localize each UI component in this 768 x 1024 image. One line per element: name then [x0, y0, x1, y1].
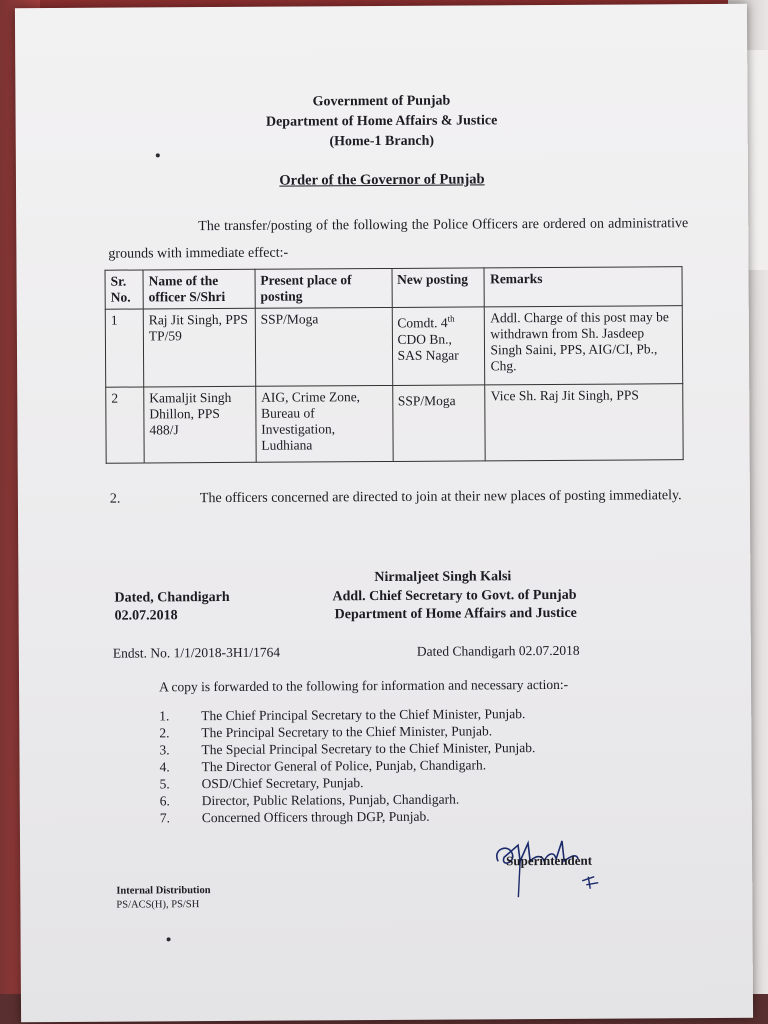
list-item: 6. Director, Public Relations, Punjab, Chandigarh. — [159, 791, 460, 809]
list-item: 2. The Principal Secretary to the Chief Minister, Punjab. — [159, 723, 493, 741]
cell-officer-name: Raj Jit Singh, PPS TP/59 — [143, 308, 255, 387]
superintendent-label: Superintendent — [506, 852, 593, 869]
cell-remarks: Addl. Charge of this post may be withdrawn from Sh. Jasdeep Singh Saini, PPS, AIG/CI, Pb., Chg. — [485, 306, 683, 385]
table-header-row — [105, 267, 682, 310]
cell-present-posting: AIG, Crime Zone, Bureau of Investigation, Ludhiana — [255, 385, 392, 462]
cell-new-posting: Comdt. 4th CDO Bn., SAS Nagar — [392, 307, 485, 386]
cell-officer-name: Kamaljit Singh Dhillon, PPS 488/J — [144, 386, 256, 463]
header-sr-no: Sr. No. — [105, 270, 143, 309]
cell-sr: 1 — [105, 309, 143, 387]
header-present-posting: Present place of posting — [255, 268, 392, 308]
list-item: 1. The Chief Principal Secretary to the Chief Minister, Punjab. — [159, 706, 526, 724]
dated-date: 02.07.2018 — [114, 608, 178, 624]
document-page — [15, 4, 753, 1022]
list-item: 4. The Director General of Police, Punjab, Chandigarh. — [159, 757, 487, 775]
table-row — [105, 306, 682, 388]
endorsement-date: Dated Chandigarh 02.07.2018 — [416, 642, 580, 659]
letterhead-department: Department of Home Affairs & Justice — [265, 113, 498, 130]
cell-remarks: Vice Sh. Raj Jit Singh, PPS — [485, 384, 683, 461]
endorsement-number: Endst. No. 1/1/2018-3H1/1764 — [112, 644, 281, 661]
internal-distribution-recipients: PS/ACS(H), PS/SH — [116, 899, 200, 911]
letterhead-branch: (Home-1 Branch) — [329, 133, 435, 150]
signatory-name: Nirmaljeet Singh Kalsi — [374, 569, 512, 586]
internal-distribution-title: Internal Distribution — [116, 885, 211, 897]
list-item: 7. Concerned Officers through DGP, Punjab. — [159, 808, 430, 826]
header-officer-name: Name of the officer S/Shri — [143, 269, 255, 309]
order-title: Order of the Governor of Punjab — [279, 171, 485, 189]
punch-dot — [156, 153, 160, 157]
header-remarks: Remarks — [484, 267, 682, 307]
table-row — [106, 384, 683, 464]
signatory-department: Department of Home Affairs and Justice — [334, 605, 577, 623]
copy-forward-line: A copy is forwarded to the following for information and necessary action:- — [159, 676, 569, 695]
recipients-list — [137, 705, 536, 826]
paragraph-2: 2. The officers concerned are directed to join at their new places of posting immediately. — [109, 488, 682, 507]
header-new-posting: New posting — [392, 268, 485, 308]
list-item: 5. OSD/Chief Secretary, Punjab. — [159, 775, 364, 792]
intro-paragraph: The transfer/posting of the following the Police Officers are ordered on administrative grounds with immediate effect:- — [108, 216, 689, 262]
cell-new-posting: SSP/Moga — [392, 385, 485, 462]
cell-sr: 2 — [106, 387, 144, 463]
list-item: 3. The Special Principal Secretary to the Chief Minister, Punjab. — [159, 740, 536, 758]
postings-table — [105, 266, 684, 464]
punch-dot — [167, 937, 171, 941]
signatory-designation: Addl. Chief Secretary to Govt. of Punjab — [332, 587, 577, 605]
cell-present-posting: SSP/Moga — [255, 307, 392, 386]
letterhead-government: Government of Punjab — [312, 93, 451, 110]
dated-place: Dated, Chandigarh — [114, 589, 230, 606]
